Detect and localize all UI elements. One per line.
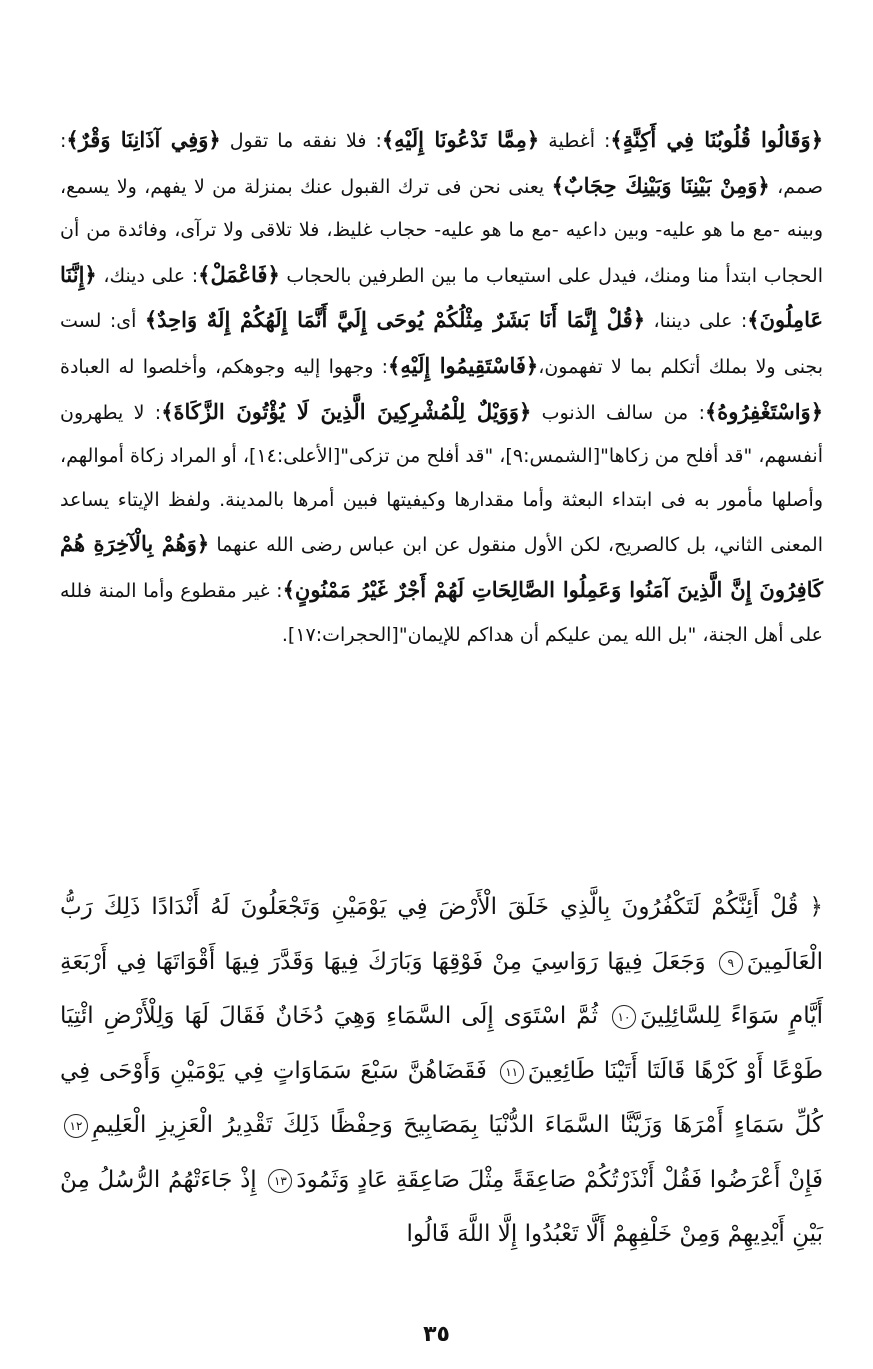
ayah-number-marker: ١١ [500,1060,524,1084]
ayah-number-marker: ١٢ [64,1114,88,1138]
verse-text: ثُمَّ اسْتَوَى إِلَى السَّمَاءِ وَهِيَ دُخَانٌ فَقَالَ لَهَا وَلِلْأَرْضِ ائْتِيَا طَوْعًا أَوْ كَرْهًا قَالَتَا أَتَيْنَا طَائِعِينَ [60,1003,823,1084]
quran-quote: ﴿مِمَّا تَدْعُونَا إِلَيْهِ﴾ [381,127,540,152]
quran-quote: ﴿وَفِي آذَانِنَا وَقْرٌ﴾ [66,127,221,152]
quran-quote: ﴿إِنَّنَا عَامِلُونَ﴾ [60,261,824,333]
verse-text: فَقَضَاهُنَّ سَبْعَ سَمَاوَاتٍ فِي يَوْمَيْنِ وَأَوْحَى فِي كُلِّ سَمَاءٍ أَمْرَهَا وَزَيَّنَّا السَّمَاءَ الدُّنْيَا بِمَصَابِيحَ وَحِفْظًا ذَلِكَ تَقْدِيرُ الْعَزِيزِ الْعَلِيمِ [60,1057,823,1138]
commentary-text: يعنى نحن فى ترك القبول عنك بمنزلة من لا يفهم، ولا يسمع، وبينه -مع ما هو عليه- وبين داعيه -مع ما هو عليه- حجاب غليظ، فلا تلاقى ولا ترآى، وفائدة من أن الحجاب ابتدأ منا ومنك، فيدل على استيعاب ما بين الطرفين بالحجاب [60,175,823,287]
commentary-text: : أغطية [539,130,611,152]
quran-verses [60,880,823,1262]
commentary-text: : وجهوا إليه وجوهكم، وأخلصوا له العبادة [60,355,389,378]
commentary-text: : غير مقطوع وأما المنة فلله على أهل الجنة، "بل الله يمن عليكم أن هداكم للإيمان"[الحجرات:١٧]. [60,579,823,646]
commentary-text: : لا يطهرون أنفسهم، "قد أفلح من زكاها"[الشمس:٩]، "قد أفلح من تزكى"[الأعلى:١٤]، أو المراد زكاة أموالهم، وأصلها مأمور به فى ابتداء البعثة وأما مقدارها وكيفيتها فبين أمرها بالمدينة. ولفظ الإيتاء يساعد المعنى الثاني، بل كالصريح، لكن الأول منقول عن ابن عباس رضى الله عنهما [60,401,823,557]
quran-quote: ﴿وَقَالُوا قُلُوبُنَا فِي أَكِنَّةٍ﴾ [610,127,824,152]
ayah-number-marker: ١٠ [612,1005,636,1029]
commentary-text: : من سالف الذنوب [531,401,705,424]
verse-text: إِذْ جَاءَتْهُمُ الرُّسُلُ مِنْ بَيْنِ أَيْدِيهِمْ وَمِنْ خَلْفِهِمْ أَلَّا تَعْبُدُوا إِلَّا اللَّهَ قَالُوا [60,1166,823,1247]
commentary-text: : فلا نفقه ما تقول [220,130,382,152]
quran-quote: ﴿فَاسْتَقِيمُوا إِلَيْهِ﴾ [388,352,539,378]
quran-quote: ﴿قُلْ إِنَّمَا أَنَا بَشَرٌ مِثْلُكُمْ يُوحَى إِلَيَّ أَنَّمَا إِلَهُكُمْ إِلَهٌ وَاحِدٌ﴾ [144,307,646,333]
ayah-number-marker: ١٣ [268,1169,292,1193]
quran-quote: ﴿فَاعْمَلْ﴾ [198,261,280,287]
verse-text: ﴿ قُلْ أَئِنَّكُمْ لَتَكْفُرُونَ بِالَّذِي خَلَقَ الْأَرْضَ فِي يَوْمَيْنِ وَتَجْعَلُونَ لَهُ أَنْدَادًا ذَلِكَ رَبُّ الْعَالَمِينَ [60,894,823,975]
commentary-text: : على دينك، [96,264,199,287]
quran-quote: ﴿وَهُمْ بِالْآخِرَةِ هُمْ كَافِرُونَ إِنَّ الَّذِينَ آمَنُوا وَعَمِلُوا الصَّالِحَاتِ لَهُمْ أَجْرٌ غَيْرُ مَمْنُونٍ﴾ [60,531,824,602]
quran-quote: ﴿وَمِنْ بَيْنِنَا وَبَيْنِكَ حِجَابٌ﴾ [551,172,770,198]
commentary-text: أى: لست بجنى ولا بملك أتكلم بما لا تفهمون، [60,310,823,378]
verse-text: فَإِنْ أَعْرَضُوا فَقُلْ أَنْذَرْتُكُمْ صَاعِقَةً مِثْلَ صَاعِقَةِ عَادٍ وَثَمُودَ [296,1166,823,1193]
verse-text: وَجَعَلَ فِيهَا رَوَاسِيَ مِنْ فَوْقِهَا وَبَارَكَ فِيهَا وَقَدَّرَ فِيهَا أَقْوَاتَهَا فِي أَرْبَعَةِ أَيَّامٍ سَوَاءً لِلسَّائِلِينَ [60,948,824,1029]
commentary-text: : على ديننا، [645,310,748,333]
quran-quote: ﴿وَاسْتَغْفِرُوهُ﴾ [705,398,824,424]
quran-quote: ﴿وَوَيْلٌ لِلْمُشْرِكِينَ الَّذِينَ لَا يُؤْتُونَ الزَّكَاةَ﴾ [161,398,532,424]
commentary-text: : صمم، [60,130,823,198]
ayah-number-marker: ٩ [719,951,743,975]
tafsir-commentary [60,118,823,657]
page-number: ٣٥ [423,1322,450,1347]
